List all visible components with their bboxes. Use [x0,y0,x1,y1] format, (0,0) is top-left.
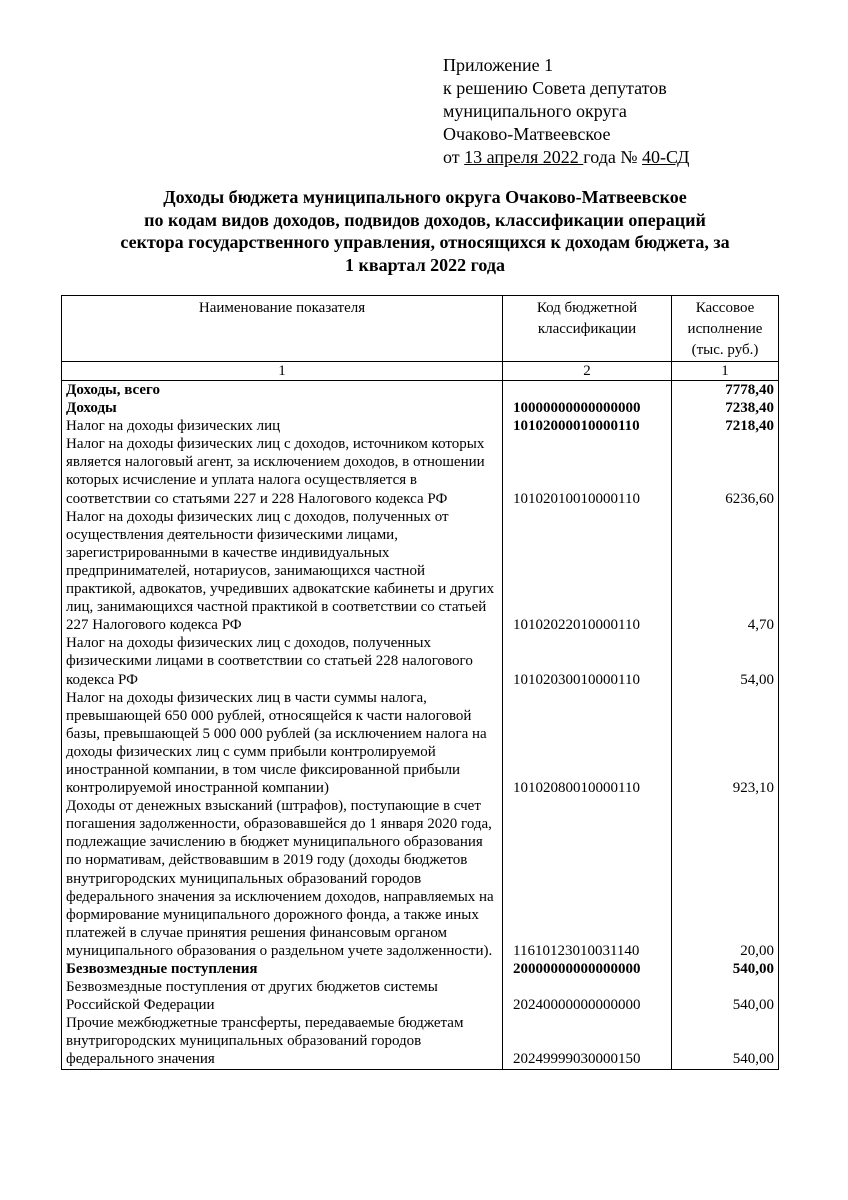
header-name: Наименование показателя [62,296,503,362]
column-number: 1 [672,362,779,381]
appendix-line: Очаково-Матвеевское [443,124,611,144]
row-code: 10102000010000110 [503,417,672,435]
table-row [62,797,779,960]
row-amount: 540,00 [672,1014,779,1069]
row-amount: 923,10 [672,689,779,798]
appendix-line: Приложение 1 [443,55,554,75]
table-row [62,417,779,435]
decision-date: 13 апреля 2022 [464,147,584,167]
row-amount: 20,00 [672,797,779,960]
title-line: Доходы бюджета муниципального округа Очаково-Матвеевское [163,187,687,207]
date-mid: года № [583,147,643,167]
table-row [62,978,779,1014]
table-row [62,399,779,417]
row-name: Налог на доходы физических лиц с доходов, полученных от осуществления деятельности физическими лицами, зарегистрированными в качестве индивидуальных предпринимателей, нотариусов, занимающихся частной практикой, адвокатов, учредивших адвокатские кабинеты и других лиц, занимающихся частной практикой в соответствии со статьей 227 Налогового кодекса РФ [62,508,503,635]
column-number: 1 [62,362,503,381]
row-name: Доходы [62,399,503,417]
date-prefix: от [443,147,465,167]
row-code: 10102022010000110 [503,508,672,635]
decision-number: 40-СД [642,147,690,167]
row-code: 10000000000000000 [503,399,672,417]
appendix-date-line [443,146,689,169]
row-name: Доходы, всего [62,381,503,400]
row-code: 10102030010000110 [503,634,672,688]
row-code: 20249999030000150 [503,1014,672,1069]
title-line: 1 квартал 2022 года [345,254,505,275]
row-name: Налог на доходы физических лиц с доходов, полученных физическими лицами в соответствии со статьей 228 налогового кодекса РФ [62,634,503,688]
row-amount: 7238,40 [672,399,779,417]
table-row [62,634,779,688]
row-name: Налог на доходы физических лиц [62,417,503,435]
row-name: Доходы от денежных взысканий (штрафов), поступающие в счет погашения задолженности, образовавшейся до 1 января 2020 года, подлежащие зачислению в бюджет муниципального образования по нормативам, действовавшим в 2019 году (доходы бюджетов внутригородских муниципальных образований городов федерального значения за исключением доходов, направляемых на формирование муниципального дорожного фонда, а также иных платежей в случае принятия решения финансовым органом муниципального образования о раздельном учете задолженности). [62,797,503,960]
row-code: 20240000000000000 [503,978,672,1014]
column-number: 2 [503,362,672,381]
header-amount: Кассовое исполнение (тыс. руб.) [672,296,779,362]
appendix-line: к решению Совета депутатов [443,78,667,98]
row-code: 10102080010000110 [503,689,672,798]
table-row [62,508,779,635]
appendix-line: муниципального округа [443,101,627,121]
row-code [503,381,672,400]
row-name: Прочие межбюджетные трансферты, передаваемые бюджетам внутригородских муниципальных образований городов федерального значения [62,1014,503,1069]
row-code: 20000000000000000 [503,960,672,978]
table-row [62,435,779,507]
row-name: Безвозмездные поступления [62,960,503,978]
header-code: Код бюджетной классификации [503,296,672,362]
row-amount: 4,70 [672,508,779,635]
row-amount: 54,00 [672,634,779,688]
table-row [62,1014,779,1069]
row-name: Безвозмездные поступления от других бюджетов системы Российской Федерации [62,978,503,1014]
row-amount: 540,00 [672,978,779,1014]
table-header-row [62,296,779,362]
table-row [62,960,779,978]
title-line: по кодам видов доходов, подвидов доходов, классификации операций [144,209,706,230]
row-amount: 7778,40 [672,381,779,400]
row-code: 11610123010031140 [503,797,672,960]
income-table [61,295,779,1070]
table-row [62,381,779,400]
document-title [40,186,810,276]
row-name: Налог на доходы физических лиц с доходов, источником которых является налоговый агент, за исключением доходов, в отношении которых исчисление и уплата налога осуществляется в соответствии со статьями 227 и 228 Налогового кодекса РФ [62,435,503,507]
row-name: Налог на доходы физических лиц в части суммы налога, превышающей 650 000 рублей, относящейся к части налоговой базы, превышающей 5 000 000 рублей (за исключением налога на доходы физических лиц с сумм прибыли контролируемой иностранной компании, в том числе фиксированной прибыли контролируемой иностранной компании) [62,689,503,798]
row-amount: 7218,40 [672,417,779,435]
row-amount: 6236,60 [672,435,779,507]
appendix-block [443,54,689,169]
row-code: 10102010010000110 [503,435,672,507]
title-line: сектора государственного управления, относящихся к доходам бюджета, за [120,232,730,252]
column-number-row [62,362,779,381]
row-amount: 540,00 [672,960,779,978]
table-row [62,689,779,798]
